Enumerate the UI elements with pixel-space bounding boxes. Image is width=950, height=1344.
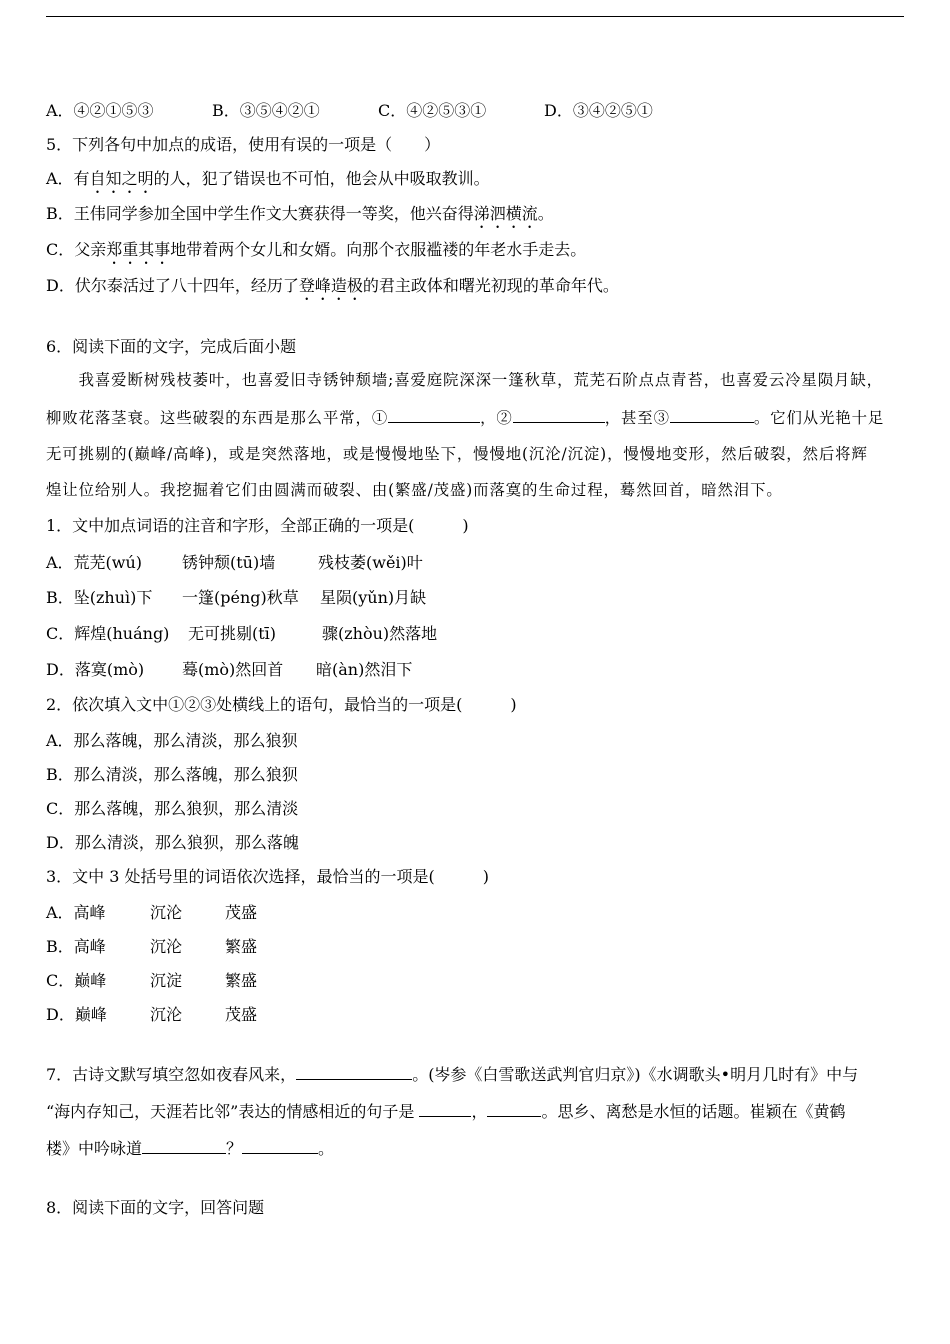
sub1-d-item-3: 暗(àn)然泪下 — [316, 660, 413, 679]
q5-d-pre: D．伏尔泰活过了八十四年，经历了 — [46, 276, 299, 295]
sub3-option-d[interactable] — [46, 1004, 257, 1026]
q6-passage-line-1: 我喜爱断树残枝萎叶，也喜爱旧寺锈钟颓墙;喜爱庭院深深一篷秋草，荒芜石阶点点青苔，也喜爱云冷星陨月缺， — [46, 371, 883, 389]
q7-blank-1 — [296, 1063, 412, 1080]
q5-stem: 5．下列各句中加点的成语，使用有误的一项是（ ） — [46, 135, 441, 154]
sub1-a-item-1: A．荒芜(wú) — [46, 553, 143, 572]
sub3-a-item-1: A．高峰 — [46, 903, 106, 922]
sub3-a-item-3: 茂盛 — [225, 903, 258, 922]
q8-stem: 8．阅读下面的文字，回答问题 — [46, 1198, 265, 1217]
q7-l2-c: 。思乡、离愁是水恒的话题。崔颖在《黄鹤 — [541, 1102, 846, 1121]
sub3-b-item-2: 沉沦 — [150, 937, 183, 956]
header-rule — [46, 16, 904, 17]
sub3-option-b[interactable] — [46, 936, 257, 958]
q6-p2-a: 柳败花落茎衰。这些破裂的东西是那么平常，① — [46, 409, 389, 427]
sub3-b-item-1: B．高峰 — [46, 937, 106, 956]
q7-l1-b: 。(岑参《白雪歌送武判官归京》)《水调歌头•明月几时有》中与 — [412, 1065, 859, 1084]
q7-l1-a: 7．古诗文默写填空忽如夜春风来， — [46, 1065, 297, 1084]
sub1-a-item-2: 锈钟颓(tū)墙 — [182, 553, 276, 572]
q7-line-2 — [46, 1100, 845, 1123]
q6-p2-d: 。它们从光艳十足 — [753, 409, 885, 427]
q6-passage-line-4: 煌让位给别人。我挖掘着它们由圆满而破裂、由(繁盛/茂盛)而落寞的生命过程，蓦然回首，暗然泪下。 — [46, 481, 783, 499]
q5-d-post: 的君主政体和曙光初现的革命年代。 — [362, 276, 619, 295]
sub1-b-item-1: B．坠(zhuì)下 — [46, 588, 153, 607]
sub1-option-d[interactable] — [46, 659, 412, 681]
q5-b-post: 。 — [537, 204, 554, 223]
q5-option-c[interactable] — [46, 239, 586, 268]
sub3-b-item-3: 繁盛 — [225, 937, 258, 956]
q7-blank-4 — [142, 1137, 226, 1154]
prev-option-c[interactable]: C．④②⑤③① — [378, 101, 487, 120]
sub3-d-item-1: D．巅峰 — [46, 1005, 107, 1024]
q7-blank-5 — [242, 1137, 318, 1154]
sub1-b-item-3: 星陨(yǔn)月缺 — [320, 588, 427, 607]
blank-2 — [513, 406, 605, 423]
sub2-option-c[interactable]: C．那么落魄，那么狼狈，那么清淡 — [46, 799, 299, 818]
sub2-option-b[interactable]: B．那么清淡，那么落魄，那么狼狈 — [46, 765, 298, 784]
q6-p2-b: ，② — [480, 409, 513, 427]
sub3-d-item-2: 沉沦 — [150, 1005, 183, 1024]
sub1-b-item-2: 一篷(péng)秋草 — [182, 588, 299, 607]
sub1-option-c[interactable] — [46, 623, 437, 645]
q7-l3-c: 。 — [318, 1139, 335, 1158]
q5-option-a[interactable] — [46, 168, 490, 197]
q5-d-idiom: 登峰造极 — [298, 276, 363, 295]
q7-blank-3 — [487, 1100, 541, 1117]
q6-passage-line-3: 无可挑剔的(巅峰/高峰)，或是突然落地，或是慢慢地坠下，慢慢地(沉沦/沉淀)，慢慢地变形，然后破裂，然后将辉 — [46, 445, 868, 463]
sub1-d-item-2: 蓦(mò)然回首 — [182, 660, 284, 679]
sub2-option-a[interactable]: A．那么落魄，那么清淡，那么狼狈 — [46, 731, 298, 750]
prev-option-a[interactable]: A．④②①⑤③ — [46, 101, 154, 120]
q5-option-b[interactable] — [46, 203, 554, 232]
q5-c-idiom: 郑重其事 — [106, 240, 171, 259]
sub3-option-a[interactable] — [46, 902, 257, 924]
blank-1 — [388, 406, 480, 423]
sub3-c-item-1: C．巅峰 — [46, 971, 107, 990]
q5-c-pre: C．父亲 — [46, 240, 107, 259]
prev-option-b[interactable]: B．③⑤④②① — [212, 101, 320, 120]
q5-c-post: 地带着两个女儿和女婿。向那个衣服褴褛的年老水手走去。 — [170, 240, 587, 259]
sub1-d-item-1: D．落寞(mò) — [46, 660, 145, 679]
prev-option-d[interactable]: D．③④②⑤① — [544, 101, 653, 120]
prev-options — [46, 100, 653, 122]
sub1-option-b[interactable] — [46, 587, 426, 609]
q7-l2-a: “海内存知己，天涯若比邻”表达的情感相近的句子是 — [46, 1102, 420, 1121]
sub1-c-item-2: 无可挑剔(tī) — [188, 624, 277, 643]
q7-l3-a: 楼》中吟咏道 — [46, 1139, 143, 1158]
q5-a-post: 的人，犯了错误也不可怕，他会从中吸取教训。 — [153, 169, 490, 188]
sub2-stem: 2．依次填入文中①②③处横线上的语句，最恰当的一项是( ) — [46, 695, 517, 714]
q7-l3-b: ？ — [226, 1139, 243, 1158]
q5-b-idiom: 涕泗横流 — [473, 204, 538, 223]
q7-line-1 — [46, 1063, 858, 1086]
sub3-stem: 3．文中 3 处括号里的词语依次选择，最恰当的一项是( ) — [46, 867, 490, 886]
sub2-option-d[interactable]: D．那么清淡，那么狼狈，那么落魄 — [46, 833, 299, 852]
sub3-option-c[interactable] — [46, 970, 257, 992]
blank-3 — [670, 406, 754, 423]
sub3-d-item-3: 茂盛 — [225, 1005, 258, 1024]
q5-option-d[interactable] — [46, 275, 619, 304]
sub1-stem: 1．文中加点词语的注音和字形，全部正确的一项是( ) — [46, 516, 469, 535]
sub1-c-item-3: 骤(zhòu)然落地 — [322, 624, 438, 643]
sub1-a-item-3: 残枝萎(wěi)叶 — [318, 553, 423, 572]
sub3-a-item-2: 沉沦 — [150, 903, 183, 922]
q6-p2-c: ，甚至③ — [604, 409, 670, 427]
sub1-c-item-1: C．辉煌(huáng) — [46, 624, 170, 643]
q6-passage-line-2 — [46, 406, 884, 429]
sub3-c-item-2: 沉淀 — [150, 971, 183, 990]
q7-blank-2 — [419, 1100, 471, 1117]
q7-l2-b: ， — [471, 1102, 488, 1121]
sub3-c-item-3: 繁盛 — [225, 971, 258, 990]
q5-b-pre: B．王伟同学参加全国中学生作文大赛获得一等奖，他兴奋得 — [46, 204, 474, 223]
q5-a-pre: A．有 — [46, 169, 90, 188]
q5-a-idiom: 自知之明 — [89, 169, 154, 188]
q6-stem: 6．阅读下面的文字，完成后面小题 — [46, 337, 297, 356]
sub1-option-a[interactable] — [46, 552, 423, 574]
q7-line-3 — [46, 1137, 334, 1160]
